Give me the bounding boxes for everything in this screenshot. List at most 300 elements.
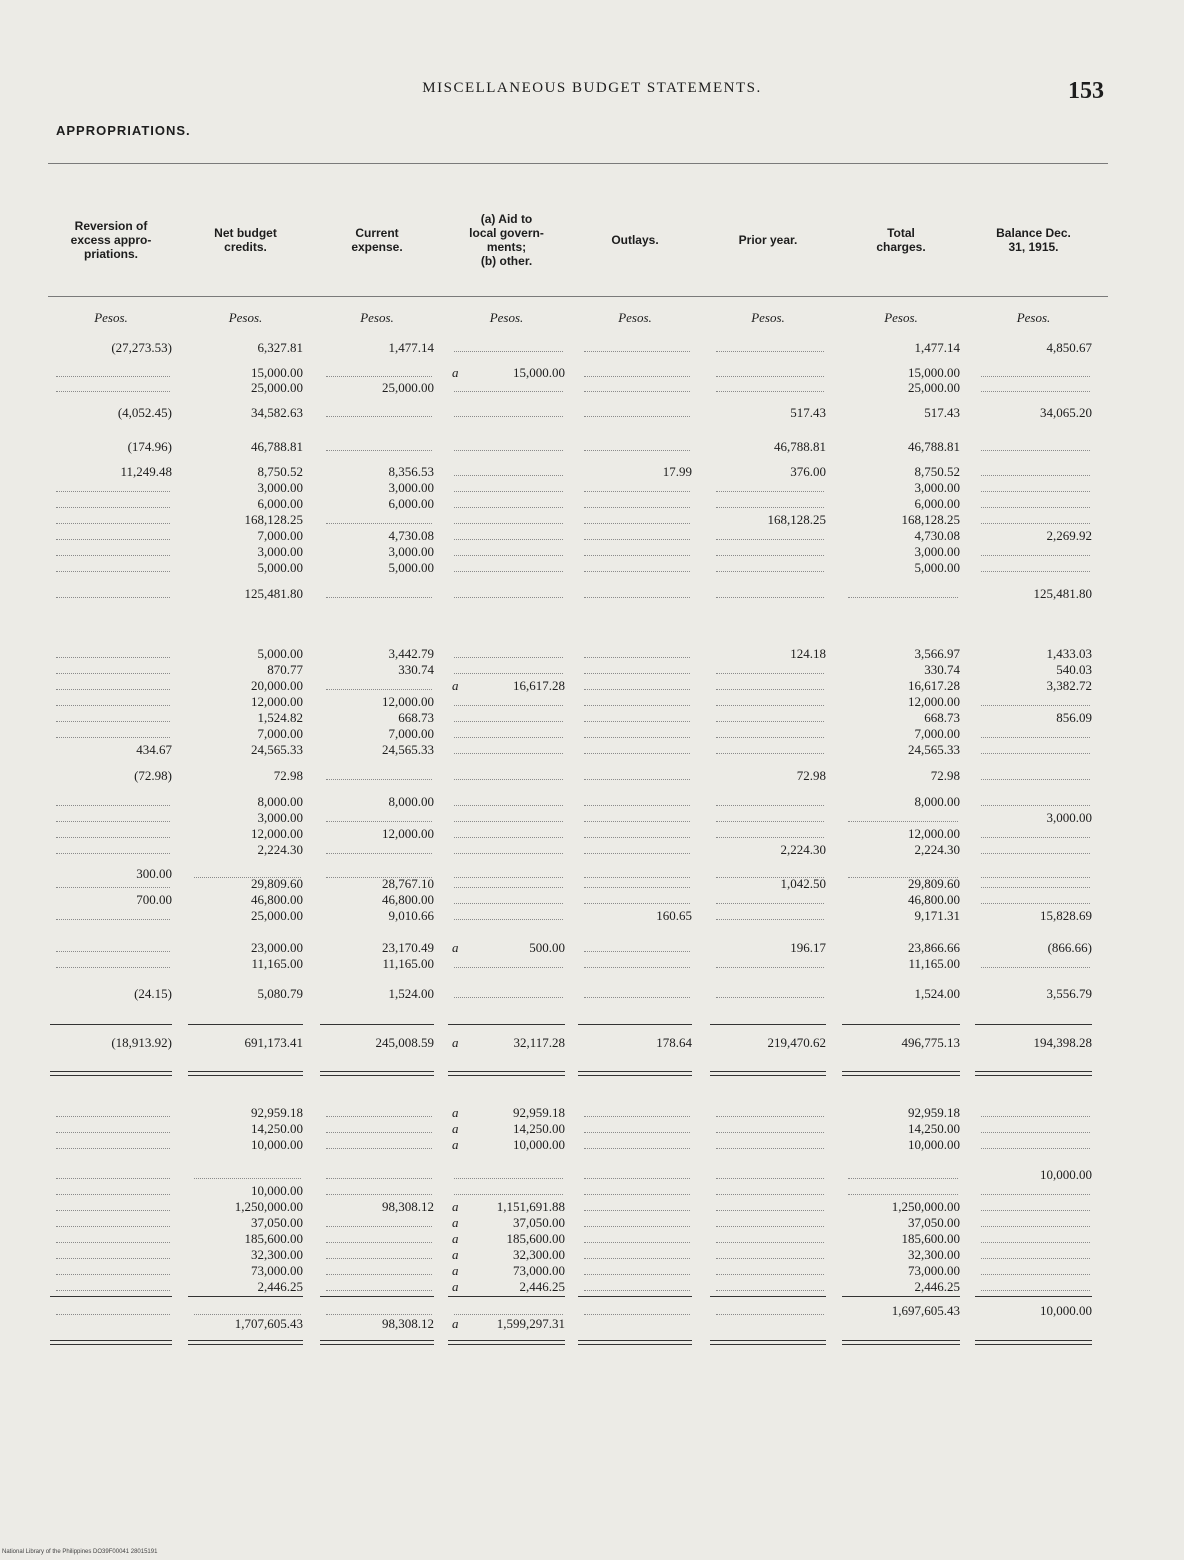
- column-header-reversion: Reversion of excess appro- priations.: [70, 219, 152, 261]
- leader-dots: [56, 1194, 170, 1195]
- cell-value: 32,300.00: [513, 1247, 565, 1262]
- cell-reversion: (72.98): [134, 768, 172, 783]
- leader-dots: [56, 673, 170, 674]
- leader-dots: [326, 1194, 432, 1195]
- cell-aid: [448, 1199, 565, 1214]
- cell-current: 5,000.00: [388, 560, 434, 575]
- cell-balance: 10,000.00: [1040, 1167, 1092, 1182]
- leader-dots: [454, 997, 563, 998]
- leader-dots: [454, 737, 563, 738]
- leader-dots: [454, 475, 563, 476]
- cell-net: 5,000.00: [257, 646, 303, 661]
- total-total: 496,775.13: [901, 1035, 960, 1050]
- leader-dots: [981, 779, 1090, 780]
- aid-type-marker: a: [452, 1137, 459, 1152]
- leader-dots: [454, 903, 563, 904]
- leader-dots: [326, 523, 432, 524]
- cell-total: 37,050.00: [908, 1215, 960, 1230]
- leader-dots: [56, 919, 170, 920]
- cell-current: 3,000.00: [388, 544, 434, 559]
- unit-label-prior: Pesos.: [751, 310, 785, 325]
- double-rule: [710, 1340, 826, 1345]
- column-header-current: Current expense.: [351, 226, 403, 254]
- leader-dots: [584, 853, 690, 854]
- leader-dots: [584, 597, 690, 598]
- total-prior: 219,470.62: [767, 1035, 826, 1050]
- cell-total: 46,788.81: [908, 439, 960, 454]
- leader-dots: [716, 1242, 824, 1243]
- column-header-prior: Prior year.: [738, 233, 798, 247]
- leader-dots: [56, 689, 170, 690]
- cell-reversion: (4,052.45): [117, 405, 172, 420]
- cell-total: 330.74: [924, 662, 960, 677]
- leader-dots: [326, 1178, 432, 1179]
- cell-total: 3,000.00: [914, 544, 960, 559]
- cell-total: 7,000.00: [914, 726, 960, 741]
- leader-dots: [584, 673, 690, 674]
- cell-net: 7,000.00: [257, 528, 303, 543]
- total-rule: [320, 1296, 434, 1297]
- cell-net: 125,481.80: [244, 586, 303, 601]
- leader-dots: [326, 1290, 432, 1291]
- leader-dots: [56, 391, 170, 392]
- cell-balance: 3,382.72: [1046, 678, 1092, 693]
- leader-dots: [716, 737, 824, 738]
- cell-net: 32,300.00: [251, 1247, 303, 1262]
- leader-dots: [584, 689, 690, 690]
- leader-dots: [584, 507, 690, 508]
- leader-dots: [584, 539, 690, 540]
- leader-dots: [56, 1148, 170, 1149]
- total-rule: [578, 1296, 692, 1297]
- cell-balance: (866.66): [1047, 940, 1092, 955]
- leader-dots: [716, 1178, 824, 1179]
- cell-net: 29,809.60: [251, 876, 303, 891]
- cell-aid: [448, 1231, 565, 1246]
- leader-dots: [584, 951, 690, 952]
- leader-dots: [584, 491, 690, 492]
- cell-net: 6,327.81: [257, 340, 303, 355]
- leader-dots: [716, 997, 824, 998]
- cell-current: 6,000.00: [388, 496, 434, 511]
- cell-total: 16,617.28: [908, 678, 960, 693]
- leader-dots: [981, 837, 1090, 838]
- cell-total: 4,730.08: [914, 528, 960, 543]
- leader-dots: [584, 779, 690, 780]
- cell-net: 46,800.00: [251, 892, 303, 907]
- cell-reversion: 434.67: [136, 742, 172, 757]
- leader-dots: [454, 507, 563, 508]
- cell-outlays: 160.65: [656, 908, 692, 923]
- leader-dots: [56, 837, 170, 838]
- cell-net: 12,000.00: [251, 826, 303, 841]
- cell-current: 8,000.00: [388, 794, 434, 809]
- leader-dots: [326, 689, 432, 690]
- cell-reversion: 300.00: [136, 866, 172, 881]
- cell-current: 9,010.66: [388, 908, 434, 923]
- cell-value: 1,151,691.88: [496, 1199, 565, 1214]
- leader-dots: [326, 376, 432, 377]
- leader-dots: [454, 351, 563, 352]
- cell-current: 25,000.00: [382, 380, 434, 395]
- leader-dots: [454, 523, 563, 524]
- leader-dots: [56, 721, 170, 722]
- leader-dots: [56, 1290, 170, 1291]
- leader-dots: [584, 737, 690, 738]
- total-rule: [710, 1296, 826, 1297]
- total-rule: [188, 1296, 303, 1297]
- column-header-outlays: Outlays.: [611, 233, 659, 247]
- cell-total: 73,000.00: [908, 1263, 960, 1278]
- cell-prior: 517.43: [790, 405, 826, 420]
- cell-current: 7,000.00: [388, 726, 434, 741]
- aid-type-marker: a: [452, 1199, 459, 1214]
- leader-dots: [584, 877, 690, 878]
- leader-dots: [981, 1148, 1090, 1149]
- leader-dots: [454, 450, 563, 451]
- top-rule: [48, 163, 1108, 164]
- cell-value: 500.00: [529, 940, 565, 955]
- cell-net: 2,446.25: [257, 1279, 303, 1294]
- cell-current: 330.74: [398, 662, 434, 677]
- leader-dots: [56, 805, 170, 806]
- cell-net: 6,000.00: [257, 496, 303, 511]
- leader-dots: [716, 1314, 824, 1315]
- cell-prior: 168,128.25: [767, 512, 826, 527]
- leader-dots: [981, 523, 1090, 524]
- leader-dots: [454, 721, 563, 722]
- leader-dots: [454, 673, 563, 674]
- cell-total: 1,524.00: [914, 986, 960, 1001]
- total-rule: [578, 1024, 692, 1025]
- cell-net: 1,250,000.00: [234, 1199, 303, 1214]
- leader-dots: [584, 351, 690, 352]
- cell-total: 2,224.30: [914, 842, 960, 857]
- total-rule: [842, 1296, 960, 1297]
- cell-aid: [448, 1105, 565, 1120]
- leader-dots: [981, 1274, 1090, 1275]
- leader-dots: [716, 689, 824, 690]
- unit-label-outlays: Pesos.: [618, 310, 652, 325]
- leader-dots: [981, 705, 1090, 706]
- leader-dots: [716, 721, 824, 722]
- leader-dots: [56, 1314, 170, 1315]
- leader-dots: [454, 391, 563, 392]
- leader-dots: [454, 1314, 563, 1315]
- leader-dots: [584, 805, 690, 806]
- leader-dots: [584, 1258, 690, 1259]
- cell-total: 14,250.00: [908, 1121, 960, 1136]
- leader-dots: [326, 597, 432, 598]
- leader-dots: [584, 555, 690, 556]
- leader-dots: [454, 1194, 563, 1195]
- header-rule: [48, 296, 1108, 297]
- leader-dots: [56, 1210, 170, 1211]
- leader-dots: [56, 376, 170, 377]
- double-rule: [710, 1071, 826, 1076]
- leader-dots: [981, 1116, 1090, 1117]
- leader-dots: [848, 1178, 958, 1179]
- leader-dots: [981, 737, 1090, 738]
- leader-dots: [454, 416, 563, 417]
- cell-net: 34,582.63: [251, 405, 303, 420]
- cell-current: 11,165.00: [382, 956, 434, 971]
- aid-type-marker: a: [452, 1121, 459, 1136]
- total-rule: [975, 1024, 1092, 1025]
- aid-type-marker: a: [452, 678, 459, 693]
- leader-dots: [584, 450, 690, 451]
- leader-dots: [584, 903, 690, 904]
- aid-type-marker: a: [452, 1215, 459, 1230]
- column-header-aid: (a) Aid to local govern- ments; (b) other.: [469, 212, 544, 268]
- scan-footer: National Library of the Philippines DO39F00041 28015191: [2, 1549, 158, 1555]
- leader-dots: [716, 555, 824, 556]
- leader-dots: [326, 1258, 432, 1259]
- leader-dots: [194, 1178, 301, 1179]
- cell-net: 12,000.00: [251, 694, 303, 709]
- cell-total: 668.73: [924, 710, 960, 725]
- cell-aid: [448, 1215, 565, 1230]
- leader-dots: [454, 597, 563, 598]
- leader-dots: [584, 1274, 690, 1275]
- leader-dots: [454, 555, 563, 556]
- leader-dots: [454, 753, 563, 754]
- cell-current: 23,170.49: [382, 940, 434, 955]
- total-rule: [50, 1024, 172, 1025]
- leader-dots: [454, 657, 563, 658]
- cell-net: 10,000.00: [251, 1183, 303, 1198]
- leader-dots: [56, 555, 170, 556]
- cell-current: 98,308.12: [382, 1199, 434, 1214]
- cell-net: 8,000.00: [257, 794, 303, 809]
- leader-dots: [326, 1314, 432, 1315]
- aid-type-marker: a: [452, 1316, 459, 1331]
- cell-total: 10,000.00: [908, 1137, 960, 1152]
- leader-dots: [56, 571, 170, 572]
- double-rule: [320, 1071, 434, 1076]
- leader-dots: [584, 376, 690, 377]
- cell-net: 20,000.00: [251, 678, 303, 693]
- leader-dots: [981, 475, 1090, 476]
- cell-current: 12,000.00: [382, 694, 434, 709]
- leader-dots: [56, 853, 170, 854]
- leader-dots: [716, 705, 824, 706]
- cell-total: 92,959.18: [908, 1105, 960, 1120]
- cell-net: 72.98: [273, 768, 303, 783]
- leader-dots: [326, 779, 432, 780]
- leader-dots: [981, 507, 1090, 508]
- leader-dots: [454, 919, 563, 920]
- leader-dots: [981, 1210, 1090, 1211]
- cell-total: 12,000.00: [908, 694, 960, 709]
- aid-type-marker: a: [452, 1247, 459, 1262]
- leader-dots: [584, 837, 690, 838]
- cell-net: 185,600.00: [244, 1231, 303, 1246]
- cell-total: 46,800.00: [908, 892, 960, 907]
- cell-net: 14,250.00: [251, 1121, 303, 1136]
- leader-dots: [326, 416, 432, 417]
- leader-dots: [454, 967, 563, 968]
- leader-dots: [584, 753, 690, 754]
- leader-dots: [584, 1116, 690, 1117]
- cell-prior: 2,224.30: [780, 842, 826, 857]
- cell-balance: 1,433.03: [1046, 646, 1092, 661]
- total-net: 1,707,605.43: [234, 1316, 303, 1331]
- double-rule: [975, 1071, 1092, 1076]
- leader-dots: [981, 555, 1090, 556]
- cell-balance: 10,000.00: [1040, 1303, 1092, 1318]
- cell-total: 29,809.60: [908, 876, 960, 891]
- leader-dots: [584, 1290, 690, 1291]
- leader-dots: [716, 805, 824, 806]
- leader-dots: [56, 597, 170, 598]
- leader-dots: [716, 903, 824, 904]
- leader-dots: [716, 391, 824, 392]
- leader-dots: [454, 491, 563, 492]
- cell-net: 2,224.30: [257, 842, 303, 857]
- cell-total: 1,477.14: [914, 340, 960, 355]
- cell-net: 23,000.00: [251, 940, 303, 955]
- total-rule: [448, 1024, 565, 1025]
- cell-current: 28,767.10: [382, 876, 434, 891]
- leader-dots: [981, 1242, 1090, 1243]
- leader-dots: [981, 1226, 1090, 1227]
- leader-dots: [981, 1194, 1090, 1195]
- leader-dots: [584, 416, 690, 417]
- total-current: 245,008.59: [375, 1035, 434, 1050]
- leader-dots: [584, 391, 690, 392]
- leader-dots: [454, 805, 563, 806]
- cell-total: 185,600.00: [901, 1231, 960, 1246]
- leader-dots: [584, 997, 690, 998]
- double-rule: [842, 1340, 960, 1345]
- cell-value: 185,600.00: [506, 1231, 565, 1246]
- leader-dots: [454, 853, 563, 854]
- cell-net: 1,524.82: [257, 710, 303, 725]
- cell-balance: 15,828.69: [1040, 908, 1092, 923]
- cell-total: 5,000.00: [914, 560, 960, 575]
- cell-current: 3,000.00: [388, 480, 434, 495]
- leader-dots: [981, 391, 1090, 392]
- total-reversion: (18,913.92): [111, 1035, 172, 1050]
- cell-reversion: (27,273.53): [111, 340, 172, 355]
- leader-dots: [56, 705, 170, 706]
- unit-label-aid: Pesos.: [489, 310, 524, 325]
- leader-dots: [716, 1132, 824, 1133]
- leader-dots: [584, 571, 690, 572]
- leader-dots: [716, 1194, 824, 1195]
- double-rule: [578, 1071, 692, 1076]
- column-header-net: Net budget credits.: [214, 226, 277, 254]
- leader-dots: [326, 1274, 432, 1275]
- leader-dots: [716, 967, 824, 968]
- cell-prior: 1,042.50: [780, 876, 826, 891]
- double-rule: [188, 1071, 303, 1076]
- leader-dots: [584, 887, 690, 888]
- leader-dots: [981, 1290, 1090, 1291]
- leader-dots: [584, 1148, 690, 1149]
- leader-dots: [584, 1242, 690, 1243]
- leader-dots: [848, 821, 958, 822]
- leader-dots: [326, 1226, 432, 1227]
- column-header-balance: Balance Dec. 31, 1915.: [996, 226, 1071, 254]
- cell-total: 6,000.00: [914, 496, 960, 511]
- leader-dots: [56, 657, 170, 658]
- cell-total: 3,566.97: [914, 646, 960, 661]
- leader-dots: [716, 753, 824, 754]
- double-rule: [50, 1340, 172, 1345]
- leader-dots: [56, 887, 170, 888]
- leader-dots: [584, 1314, 690, 1315]
- leader-dots: [716, 1274, 824, 1275]
- leader-dots: [194, 1314, 301, 1315]
- cell-total: 72.98: [930, 768, 960, 783]
- cell-aid: [448, 1279, 565, 1294]
- leader-dots: [981, 805, 1090, 806]
- cell-reversion: (24.15): [134, 986, 172, 1001]
- leader-dots: [716, 919, 824, 920]
- leader-dots: [56, 951, 170, 952]
- leader-dots: [981, 903, 1090, 904]
- double-rule: [50, 1071, 172, 1076]
- leader-dots: [981, 753, 1090, 754]
- cell-aid: [448, 1121, 565, 1136]
- leader-dots: [56, 491, 170, 492]
- cell-value: 10,000.00: [513, 1137, 565, 1152]
- unit-label-current: Pesos.: [360, 310, 394, 325]
- total-aid: [448, 1316, 565, 1331]
- leader-dots: [454, 1178, 563, 1179]
- leader-dots: [326, 1116, 432, 1117]
- unit-label-balance: Pesos.: [1016, 310, 1051, 325]
- unit-label-total: Pesos.: [884, 310, 918, 325]
- double-rule: [842, 1071, 960, 1076]
- leader-dots: [326, 1242, 432, 1243]
- running-head: MISCELLANEOUS BUDGET STATEMENTS.: [422, 80, 762, 96]
- leader-dots: [716, 1290, 824, 1291]
- page-number: 153: [1068, 78, 1104, 104]
- cell-value: 32,117.28: [513, 1035, 565, 1050]
- cell-value: 14,250.00: [513, 1121, 565, 1136]
- leader-dots: [454, 539, 563, 540]
- leader-dots: [584, 1210, 690, 1211]
- cell-net: 73,000.00: [251, 1263, 303, 1278]
- total-rule: [50, 1296, 172, 1297]
- total-rule: [710, 1024, 826, 1025]
- cell-current: 668.73: [398, 710, 434, 725]
- cell-balance: 125,481.80: [1033, 586, 1092, 601]
- leader-dots: [454, 887, 563, 888]
- cell-current: 24,565.33: [382, 742, 434, 757]
- leader-dots: [326, 821, 432, 822]
- cell-current: 4,730.08: [388, 528, 434, 543]
- leader-dots: [981, 853, 1090, 854]
- total-rule: [188, 1024, 303, 1025]
- double-rule: [188, 1340, 303, 1345]
- leader-dots: [981, 491, 1090, 492]
- unit-label-reversion: Pesos.: [94, 310, 128, 325]
- cell-value: 1,599,297.31: [496, 1316, 565, 1331]
- cell-total: 2,446.25: [914, 1279, 960, 1294]
- cell-aid: [448, 1263, 565, 1278]
- unit-label-net: Pesos.: [228, 310, 263, 325]
- cell-total: 1,250,000.00: [891, 1199, 960, 1214]
- double-rule: [975, 1340, 1092, 1345]
- total-rule: [975, 1296, 1092, 1297]
- leader-dots: [716, 376, 824, 377]
- leader-dots: [716, 539, 824, 540]
- leader-dots: [981, 571, 1090, 572]
